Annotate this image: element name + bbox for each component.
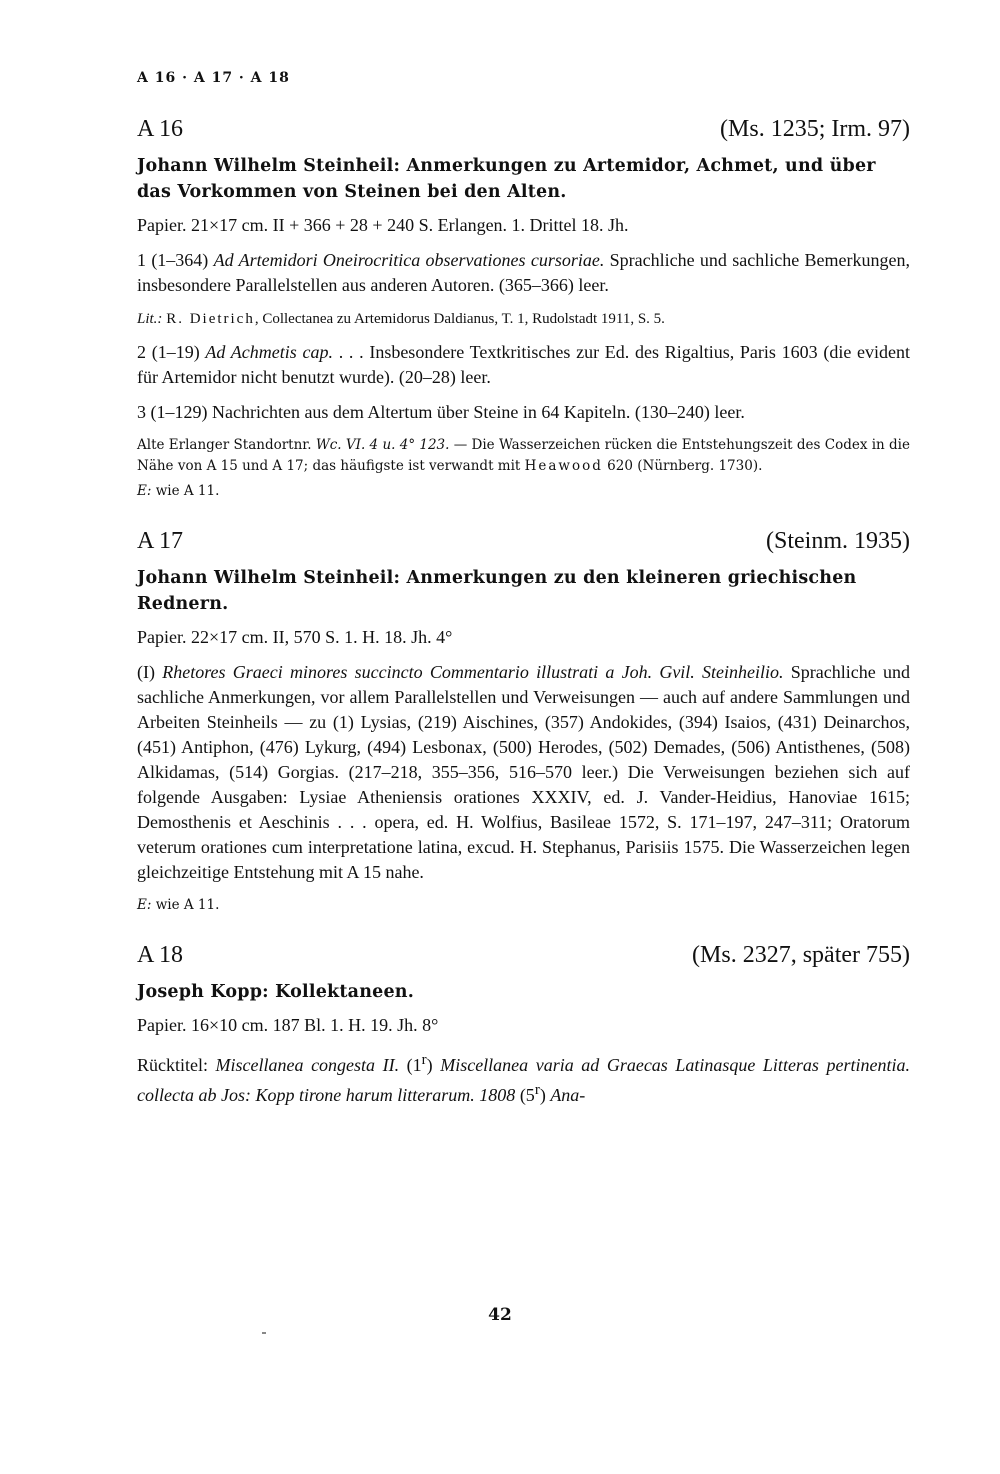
item-number: 2 (1–19)	[137, 342, 206, 362]
item-title: Ad Achmetis cap.	[205, 342, 333, 362]
lit-author: R. Dietrich	[166, 311, 255, 327]
entry-title: Johann Wilhelm Steinheil: Anmerkungen zu den kleineren griechischen Rednern.	[137, 568, 857, 614]
note-author: Heawood	[524, 458, 603, 474]
content-item-1	[137, 1048, 910, 1108]
item-title: Rhetores Graeci minores succincto Commentario illustrati a Joh. Gvil. Steinheilio.	[162, 662, 784, 682]
e-label: E:	[137, 483, 152, 499]
content-item-3: 3 (1–129) Nachrichten aus dem Altertum über Steine in 64 Kapiteln. (130–240) leer.	[137, 402, 745, 422]
folio-side: r	[421, 1052, 427, 1068]
item-text: Sprachliche und sachliche Bemerkungen, insbesondere Parallelstellen aus anderen Autoren. (365–366) leer.	[137, 250, 910, 295]
entry-header	[137, 942, 910, 969]
entry-title: Johann Wilhelm Steinheil: Anmerkungen zu Artemidor, Achmet, und über das Vorkommen von Steinen bei den Alten.	[137, 156, 876, 202]
lit-text: , Collectanea zu Artemidorus Daldianus, T. 1, Rudolstadt 1911, S. 5.	[254, 311, 665, 327]
old-shelfmark: Wc. VI. 4 u. 4° 123.	[315, 437, 450, 453]
e-label: E:	[137, 897, 152, 913]
edition-note	[137, 481, 910, 502]
provenance-note	[137, 435, 910, 477]
note-text: 620 (Nürnberg. 1730).	[602, 458, 763, 474]
item-title: Ad Artemidori Oneirocritica observationes cursoriae.	[213, 250, 605, 270]
note-text: Alte Erlanger Standortnr.	[137, 437, 316, 453]
item-text: )	[426, 1055, 441, 1075]
entry-a17	[137, 528, 910, 916]
edition-note	[137, 895, 910, 916]
item-text: Sprachliche und sachliche Anmerkungen, vor allem Parallelstellen und Verweisungen — auch auf andere Sammlungen und Arbeiten Steinheils — zu (1) Lysias, (219) Aischines, (357) Andokides, (394) Isaios, (431) Deinarchos, (451) Antiphon, (476) Lykurg, (494) Lesbonax, (500) Herodes, (502) Demades, (506) Antisthenes, (508) Alkidamas, (514) Gorgias. (217–218, 355–356, 516–570 leer.) Die Verweisungen beziehen sich auf folgende Ausgaben: Lysiae Atheniensis orationes XXXIV, ed. J. Vander-Heidius, Hanoviae 1615; Demosthenis et Aeschinis . . . opera, ed. H. Wolfius, Basileae 1572, S. 171–197, 247–311; Oratorum veterum orationes cum interpretatione latina, excud. H. Stephanus, Parisiis 1575. Die Wasserzeichen legen gleichzeitige Entstehung mit A 15 nahe.	[137, 662, 911, 882]
item-title: Miscellanea varia ad Graecas Latinasque Litteras pertinentia. collecta ab Jos: Kopp tirone harum litterarum. 1808	[137, 1055, 910, 1105]
note-text: — Die Wasserzeichen rücken die Entstehungszeit des Codex in die Nähe von A 15 und A 17; das häufigste ist verwandt mit	[137, 437, 910, 474]
page-number: 42	[488, 1305, 512, 1325]
physical-description: Papier. 16×10 cm. 187 Bl. 1. H. 19. Jh. 8°	[137, 1015, 439, 1035]
content-item-2	[137, 340, 910, 390]
entry-a18	[137, 942, 910, 1108]
content-item-1	[137, 248, 910, 298]
item-text: (5	[515, 1085, 535, 1105]
lit-label: Lit.:	[137, 311, 163, 327]
item-number: 1 (1–364)	[137, 250, 214, 270]
entry-a16	[137, 116, 910, 502]
literature-note	[137, 308, 910, 330]
print-mark	[262, 1332, 266, 1334]
physical-description: Papier. 22×17 cm. II, 570 S. 1. H. 18. Jh. 4°	[137, 627, 453, 647]
item-label: Rücktitel:	[137, 1055, 216, 1075]
e-text: wie A 11.	[151, 483, 220, 499]
item-text: (1	[399, 1055, 422, 1075]
running-head: A 16 · A 17 · A 18	[137, 70, 290, 86]
physical-description: Papier. 21×17 cm. II + 366 + 28 + 240 S. Erlangen. 1. Drittel 18. Jh.	[137, 215, 629, 235]
shelfmark: (Ms. 2327, später 755)	[692, 942, 910, 968]
e-text: wie A 11.	[151, 897, 220, 913]
entry-header	[137, 116, 910, 143]
item-text: )	[539, 1085, 551, 1105]
shelfmark: (Steinm. 1935)	[766, 528, 910, 554]
entry-title: Joseph Kopp: Kollektaneen.	[137, 982, 414, 1002]
entry-id: A 17	[137, 528, 184, 554]
shelfmark: (Ms. 1235; Irm. 97)	[720, 116, 910, 142]
entry-header	[137, 528, 910, 555]
page	[137, 70, 910, 1126]
item-title: Miscellanea congesta II.	[215, 1055, 400, 1075]
folio-side: r	[534, 1082, 540, 1098]
entry-id: A 16	[137, 116, 184, 142]
item-number: (I)	[137, 662, 163, 682]
entry-id: A 18	[137, 942, 184, 968]
content-item-1	[137, 660, 910, 885]
item-text: . . . Insbesondere Textkritisches zur Ed. des Rigaltius, Paris 1603 (die evident für Artemidor nicht benutzt wurde). (20–28) leer.	[137, 342, 911, 387]
item-title: Ana-	[550, 1085, 586, 1105]
